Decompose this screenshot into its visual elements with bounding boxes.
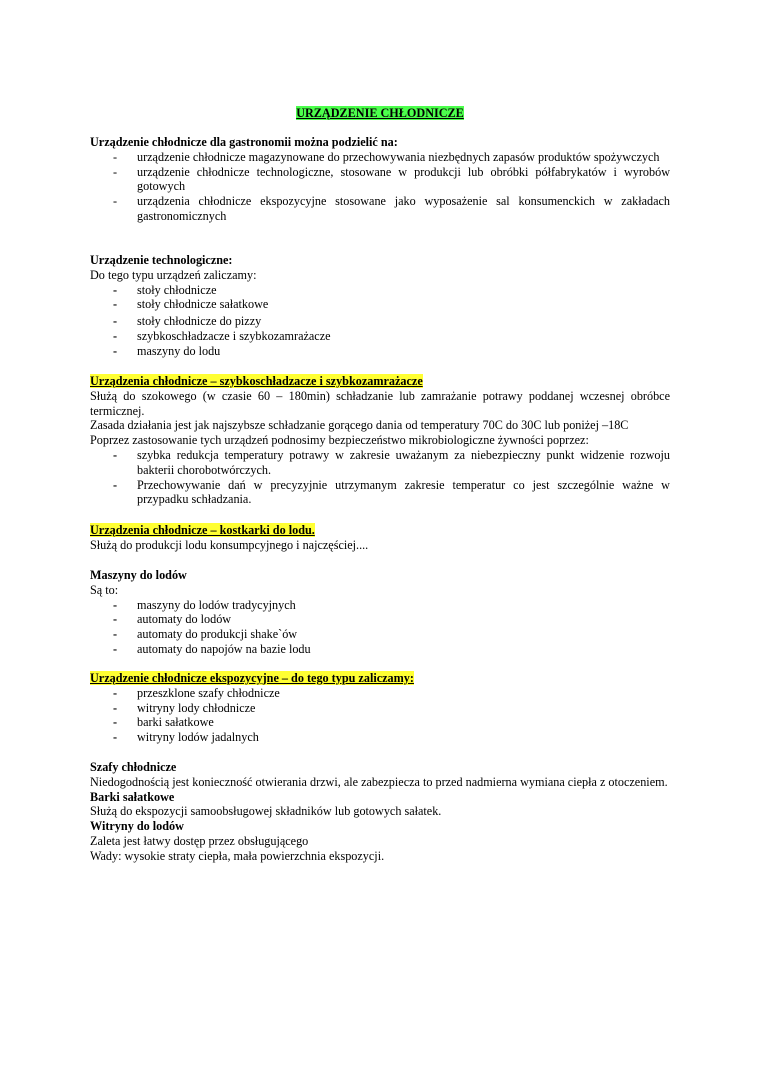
list-item: - stoły chłodnicze (90, 283, 670, 298)
list-item: - automaty do produkcji shake`ów (90, 627, 670, 642)
section-technological (90, 253, 670, 359)
technological-list (90, 283, 670, 359)
list-item: - witryny lodów jadalnych (90, 730, 670, 745)
list-item: - Przechowywanie dań w precyzyjnie utrzymanym zakresie temperatur co jest szczególnie ważne w przypadku schładzania. (90, 478, 670, 508)
intro-heading: Urządzenie chłodnicze dla gastronomii można podzielić na: (90, 135, 398, 149)
list-item: - urządzenia chłodnicze ekspozycyjne stosowane jako wyposażenie sal konsumenckich w zakładach gastronomicznych (90, 194, 670, 224)
list-item: - urządzenie chłodnicze magazynowane do przechowywania niezbędnych zapasów produktów spożywczych (90, 150, 670, 165)
details-text-cabinets: Niedogodnością jest konieczność otwierania drzwi, ale zabezpiecza to przed nadmierna wymiana ciepła z otoczeniem. (90, 774, 668, 789)
list-item: - szybka redukcja temperatury potrawy w zakresie uważanym za niebezpieczny punkt widzenie rozwoju bakterii chorobotwórczych. (90, 448, 670, 478)
list-item: - witryny lody chłodnicze (90, 701, 670, 716)
list-item: - automaty do napojów na bazie lodu (90, 642, 670, 657)
document-title: URZĄDZENIE CHŁODNICZE (296, 106, 464, 120)
display-list (90, 686, 670, 745)
blast-heading: Urządzenia chłodnicze – szybkoschładzacze i szybkozamrażacze (90, 374, 423, 388)
icecream-text: Są to: (90, 582, 119, 597)
details-heading-showcases: Witryny do lodów (90, 819, 184, 834)
section-icecream (90, 568, 670, 657)
icemakers-heading: Urządzenia chłodnicze – kostkarki do lodu. (90, 523, 315, 537)
section-details (90, 760, 670, 864)
intro-list (90, 150, 670, 224)
details-text-salad-bars: Służą do ekspozycji samoobsługowej składników lub gotowych sałatek. (90, 804, 442, 819)
list-item: - automaty do lodów (90, 612, 670, 627)
blast-list (90, 448, 670, 507)
icecream-heading: Maszyny do lodów (90, 568, 187, 582)
icemakers-text: Służą do produkcji lodu konsumpcyjnego i najczęściej.... (90, 537, 369, 552)
display-heading: Urządzenie chłodnicze ekspozycyjne – do tego typu zaliczamy: (90, 671, 414, 685)
technological-heading: Urządzenie technologiczne: (90, 253, 233, 267)
section-icemakers (90, 523, 670, 553)
list-item: - barki sałatkowe (90, 715, 670, 730)
list-item: - maszyny do lodów tradycyjnych (90, 598, 670, 613)
blast-paragraph-3: Poprzez zastosowanie tych urządzeń podnosimy bezpieczeństwo mikrobiologiczne żywności poprzez: (90, 433, 589, 448)
list-item: - urządzenie chłodnicze technologiczne, stosowane w produkcji lub obróbki półfabrykatów i wyrobów gotowych (90, 165, 670, 195)
list-item: - stoły chłodnicze sałatkowe (90, 297, 670, 312)
technological-text: Do tego typu urządzeń zaliczamy: (90, 267, 257, 282)
blast-paragraph-1: Służą do szokowego (w czasie 60 – 180min) schładzanie lub zamrażanie potrawy poddanej wczesnej obróbce termicznej. (90, 388, 670, 418)
list-item: - szybkoschładzacze i szybkozamrażacze (90, 329, 670, 344)
details-text-advantage: Zaleta jest łatwy dostęp przez obsługującego (90, 833, 309, 848)
list-item: - przeszklone szafy chłodnicze (90, 686, 670, 701)
list-item: - maszyny do lodu (90, 344, 670, 359)
section-display (90, 671, 670, 745)
details-heading-salad-bars: Barki sałatkowe (90, 789, 175, 804)
details-text-disadvantages: Wady: wysokie straty ciepła, mała powierzchnia ekspozycji. (90, 848, 385, 863)
list-item: - stoły chłodnicze do pizzy (90, 314, 670, 329)
section-blast-chillers (90, 374, 670, 507)
section-intro (90, 135, 670, 224)
details-heading-cabinets: Szafy chłodnicze (90, 760, 177, 774)
blast-paragraph-2: Zasada działania jest jak najszybsze schładzanie gorącego dania od temperatury 70C do 30C lub poniżej –18C (90, 418, 629, 433)
icecream-list (90, 598, 670, 657)
